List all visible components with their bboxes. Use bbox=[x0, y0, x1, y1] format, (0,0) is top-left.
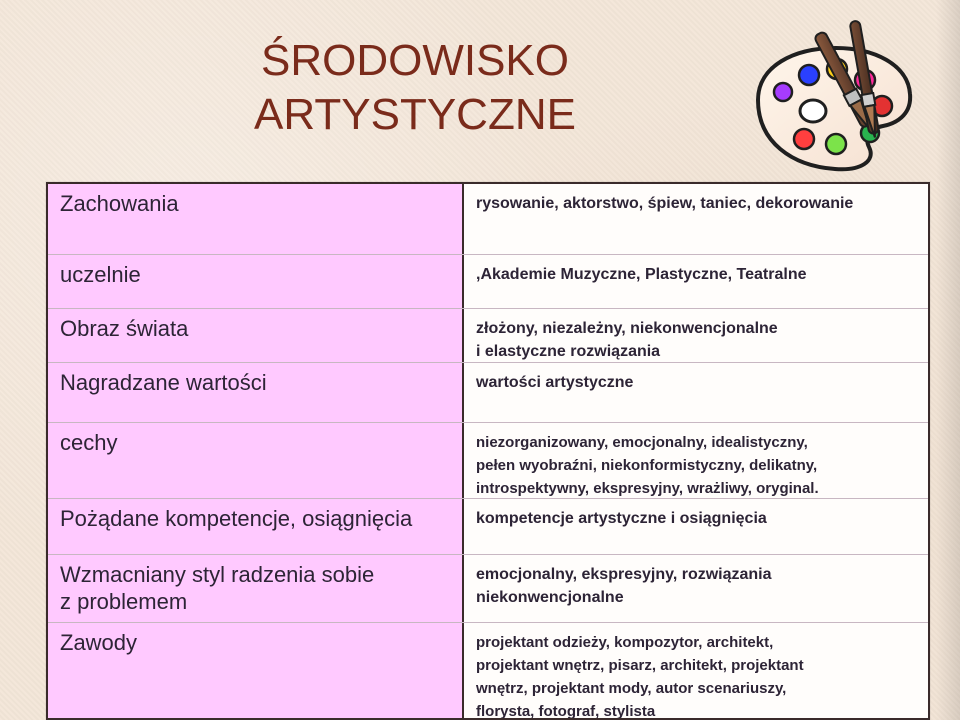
row-value: projektant odzieży, kompozytor, architekt, projektant wnętrz, pisarz, architekt, projektant wnętrz, projektant mody, autor scenariuszy, florysta, fotograf, stylista bbox=[464, 623, 928, 720]
row-label: Pożądane kompetencje, osiągnięcia bbox=[48, 499, 464, 554]
row-value: kompetencje artystyczne i osiągnięcia bbox=[464, 499, 928, 554]
title-line-1: ŚRODOWISKO bbox=[260, 36, 570, 85]
row-value: niezorganizowany, emocjonalny, idealistyczny, pełen wyobraźni, niekonformistyczny, delikatny, introspektywny, ekspresyjny, wrażliwy, oryginal. bbox=[464, 423, 928, 498]
table-row bbox=[48, 554, 928, 622]
table-row bbox=[48, 622, 928, 720]
row-label: uczelnie bbox=[48, 255, 464, 308]
row-value: emocjonalny, ekspresyjny, rozwiązania niekonwencjonalne bbox=[464, 555, 928, 622]
table-row bbox=[48, 184, 928, 254]
row-value: rysowanie, aktorstwo, śpiew, taniec, dekorowanie bbox=[464, 184, 928, 254]
comparison-table bbox=[46, 182, 930, 720]
row-label: cechy bbox=[48, 423, 464, 498]
slide-title bbox=[200, 34, 630, 142]
table-row bbox=[48, 498, 928, 554]
row-label: Zawody bbox=[48, 623, 464, 720]
table-row bbox=[48, 308, 928, 362]
row-label: Obraz świata bbox=[48, 309, 464, 362]
row-label: Zachowania bbox=[48, 184, 464, 254]
row-value: ,Akademie Muzyczne, Plastyczne, Teatralne bbox=[464, 255, 928, 308]
table-row bbox=[48, 362, 928, 422]
paint-palette-icon bbox=[740, 8, 940, 178]
table-row bbox=[48, 254, 928, 308]
row-label: Nagradzane wartości bbox=[48, 363, 464, 422]
title-line-2: ARTYSTYCZNE bbox=[254, 90, 576, 139]
table-row bbox=[48, 422, 928, 498]
row-value: wartości artystyczne bbox=[464, 363, 928, 422]
row-value: złożony, niezależny, niekonwencjonalne i elastyczne rozwiązania bbox=[464, 309, 928, 362]
row-label: Wzmacniany styl radzenia sobie z problemem bbox=[48, 555, 464, 622]
